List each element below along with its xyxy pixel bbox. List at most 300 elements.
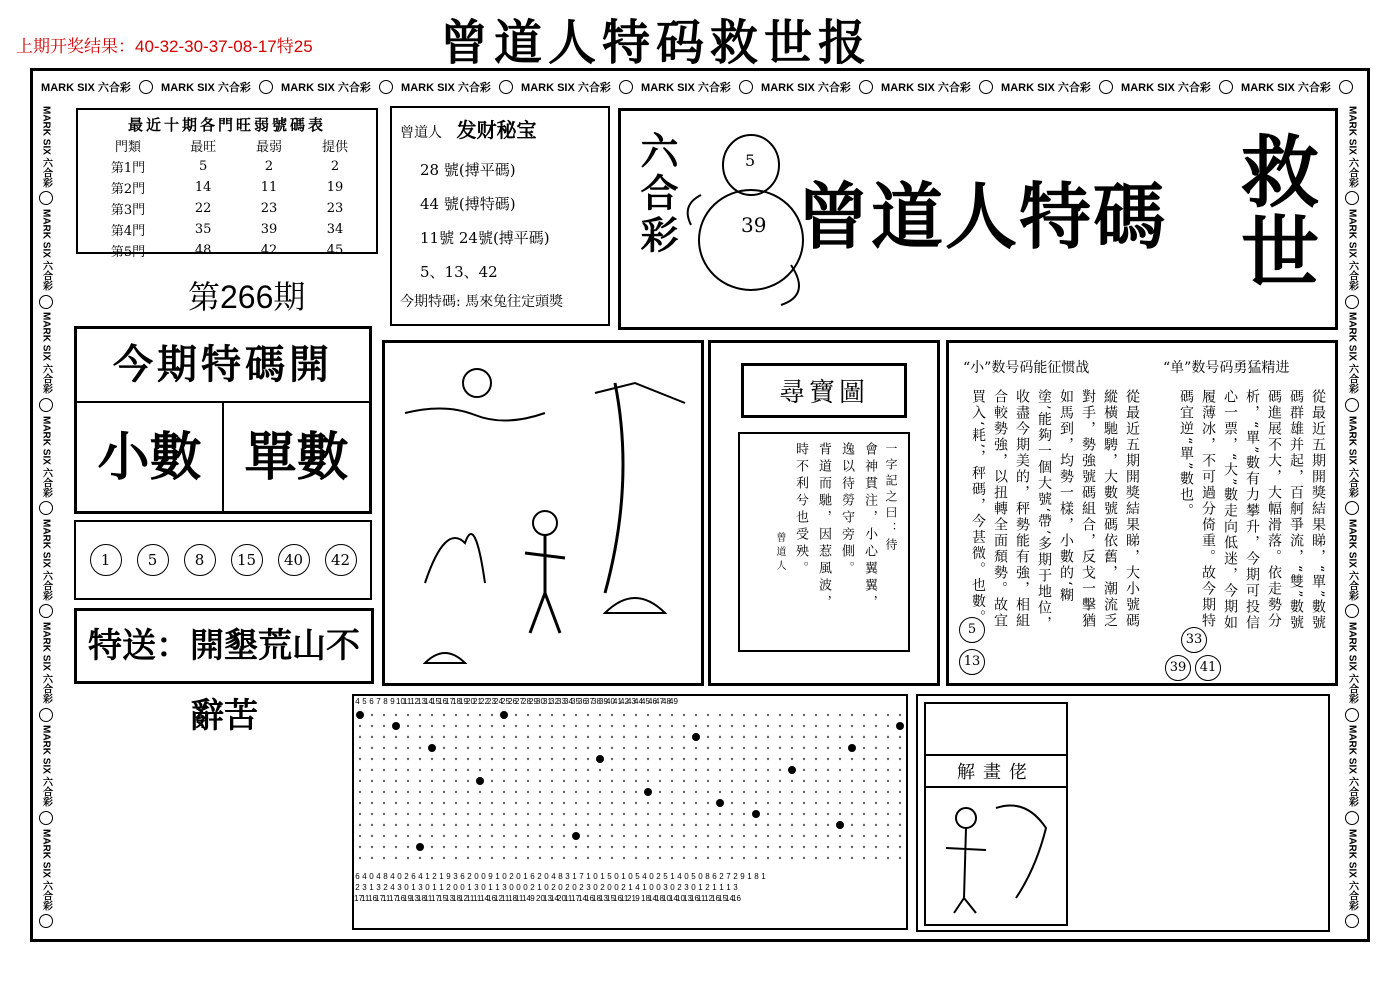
- grid-dot: [383, 780, 385, 782]
- grid-dot: [791, 725, 793, 727]
- grid-dot: [875, 725, 877, 727]
- grid-cell: 8: [705, 872, 710, 881]
- grid-cell: 18: [655, 894, 664, 903]
- grid-dot: [443, 714, 445, 716]
- grid-dot: [659, 736, 661, 738]
- grid-dot: [743, 846, 745, 848]
- grid-cell: 20: [557, 894, 566, 903]
- grid-dot: [815, 769, 817, 771]
- grid-dot: [695, 846, 697, 848]
- grid-dot: [839, 857, 841, 859]
- grid-dot: [359, 835, 361, 837]
- grid-dot: [863, 780, 865, 782]
- grid-dot: [407, 791, 409, 793]
- grid-cell: 45: [641, 697, 650, 706]
- grid-cell: 20: [536, 894, 545, 903]
- grid-cell: 1: [369, 883, 374, 892]
- grid-dot: [539, 835, 541, 837]
- grid-dot: [371, 824, 373, 826]
- grid-dots: [354, 707, 906, 867]
- grid-dot: [359, 747, 361, 749]
- border-label: MARK SIX 六合彩: [881, 82, 971, 94]
- grid-dot: [743, 791, 745, 793]
- grid-dot: [791, 857, 793, 859]
- grid-dot: [611, 857, 613, 859]
- grid-dot: [695, 791, 697, 793]
- grid-dot: [635, 835, 637, 837]
- grid-dot: [899, 813, 901, 815]
- grid-dot: [683, 725, 685, 727]
- grid-dot: [431, 846, 433, 848]
- grid-dot: [395, 736, 397, 738]
- grid-dot: [383, 758, 385, 760]
- grid-dot: [791, 780, 793, 782]
- table-row: [86, 240, 368, 261]
- grid-dot: [527, 747, 529, 749]
- grid-cell: 7: [376, 697, 381, 706]
- grid-dot: [575, 813, 577, 815]
- grid-dot: [767, 736, 769, 738]
- grid-dot: [587, 747, 589, 749]
- grid-cell: 16: [732, 894, 741, 903]
- grid-cell: 1: [488, 883, 493, 892]
- grid-cell: 14: [648, 894, 657, 903]
- grid-dot: [479, 813, 481, 815]
- grid-dot: [635, 725, 637, 727]
- grid-dot: [515, 857, 517, 859]
- grid-cell: 11: [403, 697, 412, 706]
- grid-dot: [491, 758, 493, 760]
- grid-dot: [719, 736, 721, 738]
- grid-dot: [527, 824, 529, 826]
- flower-icon: [1345, 295, 1359, 309]
- grid-dot: [851, 758, 853, 760]
- grid-dot: [431, 802, 433, 804]
- grid-mark: [716, 799, 724, 807]
- grid-dot: [407, 714, 409, 716]
- grid-cell: 27: [515, 697, 524, 706]
- grid-cell: 5: [691, 872, 696, 881]
- grid-dot: [419, 747, 421, 749]
- grid-dot: [803, 857, 805, 859]
- grid-dot: [707, 736, 709, 738]
- grid-dot: [491, 736, 493, 738]
- grid-cell: 2: [565, 883, 570, 892]
- grid-cell: 2: [719, 872, 724, 881]
- grid-cell: 0: [544, 883, 549, 892]
- grid-dot: [383, 769, 385, 771]
- grid-dot: [815, 780, 817, 782]
- grid-cell: 3: [502, 883, 507, 892]
- grid-dot: [407, 736, 409, 738]
- give-cell: 34: [326, 222, 344, 237]
- grid-dot: [515, 835, 517, 837]
- border-label: MARK SIX 六合彩: [1346, 828, 1358, 911]
- grid-dot: [395, 846, 397, 848]
- grid-cell: 2: [467, 872, 472, 881]
- grid-dot: [503, 835, 505, 837]
- grid-dot: [839, 780, 841, 782]
- grid-dot: [503, 857, 505, 859]
- fortune-line: 28 號(搏平碼): [420, 161, 516, 179]
- grid-cell: 11: [466, 894, 475, 903]
- grid-dot: [623, 747, 625, 749]
- border-label: MARK SIX 六合彩: [40, 518, 52, 601]
- banner-text-2: 救世: [1228, 131, 1319, 291]
- grid-dot: [407, 747, 409, 749]
- grid-dot: [407, 835, 409, 837]
- grid-dot: [587, 725, 589, 727]
- grid-dot: [395, 758, 397, 760]
- grid-dot: [863, 824, 865, 826]
- grid-dot: [647, 769, 649, 771]
- flower-icon: [979, 80, 993, 94]
- grid-dot: [647, 758, 649, 760]
- grid-dot: [731, 846, 733, 848]
- grid-dot: [683, 835, 685, 837]
- grid-cell: 3: [397, 883, 402, 892]
- grid-cell: 0: [404, 883, 409, 892]
- grid-cell: 15: [718, 894, 727, 903]
- grid-cell: 46: [648, 697, 657, 706]
- grid-dot: [851, 802, 853, 804]
- grid-dot: [815, 802, 817, 804]
- grid-cell: 17: [445, 697, 454, 706]
- grid-dot: [407, 824, 409, 826]
- analysis-box: [946, 340, 1338, 686]
- grid-dot: [431, 835, 433, 837]
- grid-dot: [851, 736, 853, 738]
- grid-dot: [815, 813, 817, 815]
- min-cell: 42: [260, 243, 278, 258]
- grid-dot: [767, 813, 769, 815]
- grid-cell: 8: [754, 872, 759, 881]
- grid-cell: 18: [641, 894, 650, 903]
- grid-dot: [371, 802, 373, 804]
- grid-dot: [743, 824, 745, 826]
- grid-dot: [875, 769, 877, 771]
- grid-dot: [563, 769, 565, 771]
- grid-dot: [383, 791, 385, 793]
- grid-cell: 7: [579, 872, 584, 881]
- flower-icon: [499, 80, 513, 94]
- grid-dot: [899, 714, 901, 716]
- min-cell: 39: [260, 222, 278, 237]
- grid-dot: [875, 758, 877, 760]
- grid-dot: [587, 714, 589, 716]
- fortune-line: 5、13、42: [420, 263, 498, 281]
- grid-bottom-row: [354, 893, 906, 904]
- grid-dot: [767, 857, 769, 859]
- grid-cell: 1: [698, 883, 703, 892]
- grid-dot: [839, 747, 841, 749]
- grid-mark: [392, 722, 400, 730]
- grid-dot: [851, 769, 853, 771]
- grid-cell: 0: [481, 883, 486, 892]
- fortune-special: 今期特碼: 馬來兔往定頭獎: [400, 294, 564, 310]
- grid-dot: [887, 824, 889, 826]
- grid-dot: [611, 835, 613, 837]
- grid-dot: [551, 714, 553, 716]
- grid-cell: 44: [634, 697, 643, 706]
- treasure-sign: 曾道人: [774, 532, 785, 574]
- grid-dot: [887, 769, 889, 771]
- grid-dot: [515, 791, 517, 793]
- grid-dot: [467, 791, 469, 793]
- number-balls: [74, 520, 372, 600]
- grid-dot: [479, 791, 481, 793]
- grid-cell: 33: [557, 697, 566, 706]
- grid-dot: [779, 769, 781, 771]
- analysis-head-left: “小”数号码能征惯战: [963, 360, 1090, 376]
- grid-dot: [419, 791, 421, 793]
- grid-cell: 15: [606, 894, 615, 903]
- grid-cell: 2: [656, 872, 661, 881]
- grid-dot: [635, 747, 637, 749]
- grid-dot: [611, 824, 613, 826]
- grid-dot: [515, 780, 517, 782]
- grid-dot: [407, 846, 409, 848]
- grid-dot: [659, 714, 661, 716]
- grid-dot: [731, 725, 733, 727]
- grid-dot: [683, 802, 685, 804]
- grid-dot: [479, 725, 481, 727]
- grid-dot: [359, 791, 361, 793]
- grid-dot: [851, 780, 853, 782]
- grid-cell: 0: [544, 872, 549, 881]
- grid-dot: [599, 769, 601, 771]
- border-label: MARK SIX 六合彩: [1346, 725, 1358, 807]
- grid-dot: [671, 835, 673, 837]
- grid-dot: [647, 857, 649, 859]
- grid-cell: 3: [474, 883, 479, 892]
- grid-cell: 2: [621, 883, 626, 892]
- grid-dot: [467, 780, 469, 782]
- grid-cell: 30: [536, 697, 545, 706]
- flower-icon: [39, 708, 53, 722]
- grid-dot: [863, 769, 865, 771]
- table-row: [86, 156, 368, 177]
- grid-cell: 16: [613, 894, 622, 903]
- grid-cell: 0: [502, 872, 507, 881]
- grid-dot: [719, 835, 721, 837]
- grid-dot: [755, 769, 757, 771]
- analysis-circle: 33: [1181, 627, 1207, 653]
- grid-dot: [743, 813, 745, 815]
- border-label: MARK SIX 六合彩: [161, 82, 251, 94]
- open-box: [74, 326, 372, 514]
- grid-dot: [695, 758, 697, 760]
- grid-dot: [839, 791, 841, 793]
- grid-dot: [431, 813, 433, 815]
- grid-cell: 10: [396, 697, 405, 706]
- grid-dot: [683, 714, 685, 716]
- grid-dot: [395, 714, 397, 716]
- grid-dot: [491, 857, 493, 859]
- grid-cell: 4: [390, 883, 395, 892]
- grid-dot: [503, 758, 505, 760]
- grid-cell: 10: [676, 894, 685, 903]
- grid-dot: [623, 725, 625, 727]
- grid-cell: 1: [719, 883, 724, 892]
- border-label: MARK SIX 六合彩: [40, 209, 52, 291]
- grid-dot: [623, 813, 625, 815]
- grid-cell: 2: [551, 883, 556, 892]
- treasure-poem-label: 一字記之曰：待: [884, 442, 898, 554]
- open-title: 今期特碼開: [77, 329, 369, 403]
- grid-dot: [623, 802, 625, 804]
- grid-dot: [683, 736, 685, 738]
- grid-dot: [623, 835, 625, 837]
- grid-dot: [899, 857, 901, 859]
- grid-cell: 11: [424, 894, 433, 903]
- flower-icon: [39, 295, 53, 309]
- grid-cell: 0: [460, 883, 465, 892]
- grid-cell: 3: [565, 872, 570, 881]
- grid-dot: [827, 769, 829, 771]
- col-give: 提供: [322, 140, 349, 155]
- grid-dot: [815, 758, 817, 760]
- grid-dot: [647, 813, 649, 815]
- grid-dot: [707, 802, 709, 804]
- grid-dot: [599, 747, 601, 749]
- grid-dot: [647, 780, 649, 782]
- border-label: MARK SIX 六合彩: [40, 415, 52, 498]
- grid-cell: 1: [495, 872, 500, 881]
- issue-number: 第266期: [188, 279, 306, 315]
- grid-dot: [719, 780, 721, 782]
- grid-dot: [743, 769, 745, 771]
- grid-cell: 21: [473, 697, 482, 706]
- grid-dot: [635, 769, 637, 771]
- grid-cell: 0: [614, 883, 619, 892]
- grid-dot: [695, 747, 697, 749]
- grid-dot: [527, 714, 529, 716]
- grid-dot: [443, 791, 445, 793]
- grid-cell: 18: [452, 697, 461, 706]
- grid-dot: [599, 857, 601, 859]
- grid-dot: [731, 791, 733, 793]
- grid-dot: [383, 835, 385, 837]
- grid-dot: [659, 747, 661, 749]
- table-header: [86, 135, 368, 156]
- grid-dot: [695, 835, 697, 837]
- grid-dot: [539, 791, 541, 793]
- grid-dot: [443, 769, 445, 771]
- grid-dot: [539, 846, 541, 848]
- grid-dot: [815, 857, 817, 859]
- riddle-illustration: [926, 788, 1062, 918]
- grid-cell: 1: [411, 883, 416, 892]
- grid-cell: 0: [453, 883, 458, 892]
- grid-dot: [515, 725, 517, 727]
- grid-dot: [863, 802, 865, 804]
- grid-cell: 1: [572, 872, 577, 881]
- grid-dot: [479, 824, 481, 826]
- grid-dot: [887, 857, 889, 859]
- grid-dot: [827, 725, 829, 727]
- flower-icon: [1345, 914, 1359, 928]
- grid-dot: [419, 835, 421, 837]
- grid-bottom-row: [354, 871, 906, 882]
- grid-dot: [527, 758, 529, 760]
- border-label: MARK SIX 六合彩: [641, 82, 731, 94]
- grid-mark: [692, 733, 700, 741]
- grid-dot: [875, 857, 877, 859]
- grid-dot: [539, 714, 541, 716]
- grid-cell: 0: [397, 872, 402, 881]
- flower-icon: [39, 811, 53, 825]
- analysis-circle: 41: [1195, 655, 1221, 681]
- grid-dot: [527, 769, 529, 771]
- grid-cell: 5: [362, 697, 367, 706]
- grid-cell: 24: [494, 697, 503, 706]
- grid-dot: [887, 780, 889, 782]
- grid-dot: [635, 813, 637, 815]
- grid-dot: [779, 857, 781, 859]
- grid-cell: 0: [369, 872, 374, 881]
- grid-cell: 0: [614, 872, 619, 881]
- grid-dot: [671, 791, 673, 793]
- grid-dot: [599, 846, 601, 848]
- grid-dot: [503, 802, 505, 804]
- grid-dot: [851, 725, 853, 727]
- grid-cell: 28: [522, 697, 531, 706]
- grid-cell: 11: [620, 894, 629, 903]
- grid-dot: [551, 780, 553, 782]
- grid-cell: 9: [488, 872, 493, 881]
- grid-dot: [791, 714, 793, 716]
- grid-dot: [755, 791, 757, 793]
- grid-dot: [875, 846, 877, 848]
- grid-cell: 6: [460, 872, 465, 881]
- grid-cell: 21: [627, 894, 636, 903]
- grid-dot: [599, 824, 601, 826]
- grid-dot: [899, 846, 901, 848]
- grid-mark: [500, 711, 508, 719]
- grid-dot: [635, 846, 637, 848]
- grid-dot: [839, 769, 841, 771]
- grid-cell: 6: [530, 872, 535, 881]
- grid-dot: [575, 725, 577, 727]
- grid-dot: [491, 725, 493, 727]
- grid-dot: [707, 791, 709, 793]
- grid-dot: [767, 769, 769, 771]
- grid-dot: [611, 802, 613, 804]
- grid-dot: [467, 824, 469, 826]
- grid-dot: [635, 824, 637, 826]
- riddle-title: 解畫佬: [926, 754, 1066, 788]
- grid-dot: [635, 780, 637, 782]
- grid-dot: [647, 736, 649, 738]
- grid-dot: [455, 857, 457, 859]
- grid-dot: [671, 758, 673, 760]
- picture-box: [382, 340, 704, 686]
- grid-dot: [563, 736, 565, 738]
- grid-mark: [752, 810, 760, 818]
- grid-dot: [503, 846, 505, 848]
- max-cell: 5: [198, 159, 208, 174]
- grid-cell: 5: [663, 872, 668, 881]
- grid-bottom-row: [354, 882, 906, 893]
- grid-dot: [479, 714, 481, 716]
- grid-dot: [731, 824, 733, 826]
- grid-dot: [767, 824, 769, 826]
- number-ball: 5: [137, 544, 169, 576]
- grid-dot: [863, 736, 865, 738]
- border-strip-left: [34, 104, 58, 930]
- grid-dot: [599, 802, 601, 804]
